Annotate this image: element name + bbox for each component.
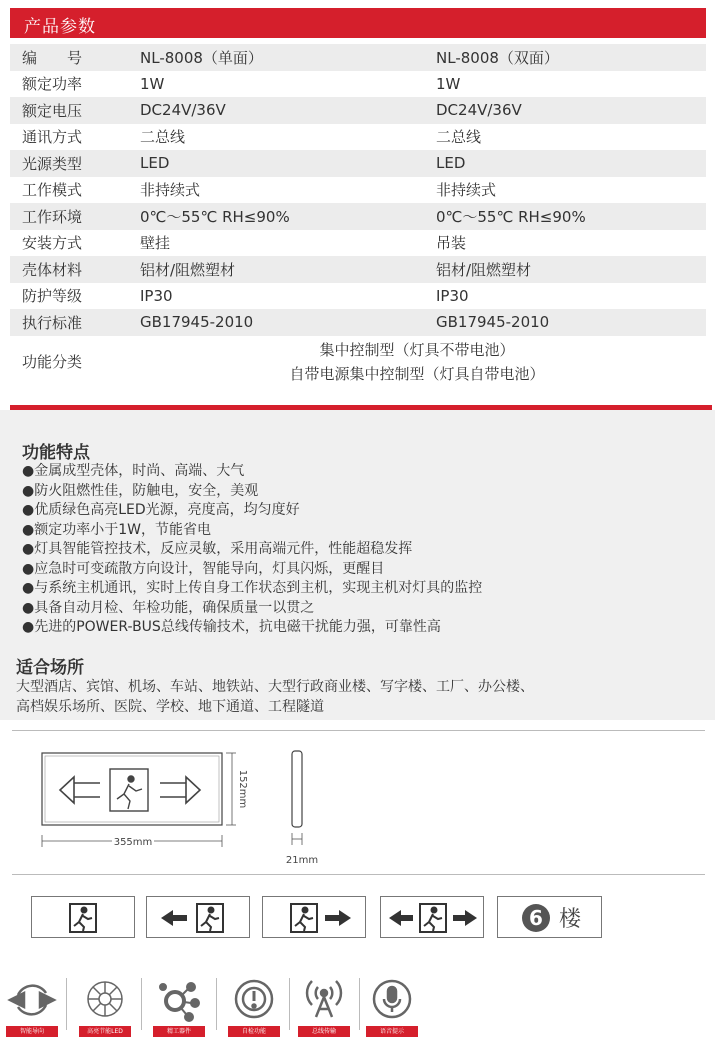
feature-item: ●防火阻燃性佳，防触电，安全，美观 [22,482,259,499]
dimension-svg [12,731,705,876]
spec-double: 1W [436,74,461,93]
right-arrow-icon [325,910,351,926]
spec-single: 1W [140,74,165,93]
feature-item: ●具备自动月检、年检功能，确保质量一以贯之 [22,599,315,616]
left-arrow-icon [389,910,413,926]
badge-exit [31,896,135,938]
product-params-header [10,8,706,38]
feature-item: ●先进的POWER-BUS总线传输技术，抗电磁干扰能力强，可靠性高 [22,619,441,635]
bus-transmission-icon [307,981,341,1017]
spec-double: NL-8008（双面） [436,48,559,67]
spec-single: 非持续式 [140,181,201,200]
function-value: 自带电源集中控制型（灯具自带电池） [289,364,545,383]
icon-label: 精工器件 [153,1026,205,1037]
icon-divider [141,978,142,1030]
venues-title: 适合场所 [16,658,84,678]
spec-double: LED [436,154,466,173]
badge-exit-both [380,896,484,938]
width-label: 355mm [113,837,153,848]
exit-door-icon [70,904,96,932]
spec-row-protection [10,283,706,310]
spec-double: 吊装 [436,234,467,253]
feature-item: ●优质绿色高亮LED光源，亮度高，均匀度好 [22,502,300,518]
icon-voice [364,975,420,1037]
left-arrow-icon [161,910,187,926]
icon-label: 高亮节能LED [79,1026,131,1037]
icon-divider [359,978,360,1030]
spec-row-mounting [10,230,706,257]
icon-divider [66,978,67,1030]
spec-label: 防护等级 [22,287,83,306]
spec-row-power [10,71,706,98]
spec-label: 工作模式 [22,181,83,200]
right-arrow-icon [453,910,477,926]
spec-double: 非持续式 [436,181,497,200]
spec-label: 编 号 [22,48,83,67]
spec-single: LED [140,154,170,173]
icon-led [77,975,133,1037]
spec-label: 壳体材料 [22,260,83,279]
feature-item: ●应急时可变疏散方向设计，智能导向，灯具闪烁，更醒目 [22,560,385,577]
spec-double: GB17945-2010 [436,313,550,332]
icon-smart-guide [4,975,60,1037]
feature-item: ●与系统主机通讯，实时上传自身工作状态到主机，实现主机对灯具的监控 [22,580,483,596]
icon-label: 语音提示 [366,1026,418,1037]
spec-row-model [10,44,706,71]
venues-line: 大型酒店、宾馆、机场、车站、地铁站、大型行政商业楼、写字楼、工厂、办公楼、 [16,679,534,695]
spec-row-light-source [10,150,706,177]
function-value: 集中控制型（灯具不带电池） [319,340,515,359]
spec-double: 铝材/阻燃塑材 [436,260,532,279]
dimension-drawing [12,730,705,875]
spec-double: IP30 [436,286,469,305]
spec-single: IP30 [140,286,173,305]
spec-row-housing [10,256,706,283]
self-test-icon [236,981,272,1017]
spec-row-comm [10,124,706,151]
spec-row-mode [10,177,706,204]
components-icon [160,983,199,1021]
icon-divider [216,978,217,1030]
spec-label: 额定电压 [22,101,83,120]
venues-text [16,678,706,717]
exit-door-icon [197,904,223,932]
exit-door-icon [420,904,446,932]
features-title: 功能特点 [22,443,90,463]
spec-single: 壁挂 [140,234,171,253]
spec-single: 0℃～55℃ RH≤90% [140,207,290,226]
spec-single: 二总线 [140,128,186,147]
spec-single: DC24V/36V [140,101,226,120]
voice-prompt-icon [374,981,410,1017]
side-view-outline [292,751,302,827]
icon-self-test [226,975,282,1037]
floor-label: 楼 [558,907,582,932]
spec-row-standard [10,309,706,336]
height-label: 152mm [237,769,248,809]
spec-row-function-category [10,336,706,388]
feature-item: ●额定功率小于1W，节能省电 [22,521,211,538]
spec-double: 二总线 [436,128,482,147]
exit-door-icon [291,904,317,932]
icon-components [151,975,207,1037]
header-title: 产品参数 [24,17,96,37]
icon-label: 总线传输 [298,1026,350,1037]
led-light-icon [88,982,122,1016]
spec-label: 执行标准 [22,313,83,332]
floor-number: 6 [529,906,543,930]
badge-exit-left [146,896,250,938]
spec-row-environment [10,203,706,230]
spec-single: GB17945-2010 [140,313,254,332]
spec-label: 功能分类 [22,353,83,371]
icon-label: 自检功能 [228,1026,280,1037]
feature-item: ●金属成型壳体，时尚、高端、大气 [22,463,245,479]
feature-item: ●灯具智能管控技术，反应灵敏，采用高端元件，性能超稳发挥 [22,541,413,557]
spec-label: 光源类型 [22,154,83,173]
venues-line: 高档娱乐场所、医院、学校、地下通道、工程隧道 [16,698,324,715]
depth-label: 21mm [285,855,319,866]
badge-exit-right [262,896,366,938]
icon-label: 智能导向 [6,1026,58,1037]
spec-single: NL-8008（单面） [140,48,263,67]
icon-bus [296,975,352,1037]
spec-label: 安装方式 [22,234,83,253]
spec-label: 工作环境 [22,207,83,226]
spec-table [10,44,706,388]
spec-label: 通讯方式 [22,128,83,147]
spec-double: DC24V/36V [436,101,522,120]
icon-divider [289,978,290,1030]
spec-label: 额定功率 [22,75,83,94]
spec-row-voltage [10,97,706,124]
spec-double: 0℃～55℃ RH≤90% [436,207,586,226]
smart-guide-icon [10,986,54,1015]
features-list [22,462,702,638]
badge-floor [497,896,602,938]
spec-single: 铝材/阻燃塑材 [140,260,236,279]
